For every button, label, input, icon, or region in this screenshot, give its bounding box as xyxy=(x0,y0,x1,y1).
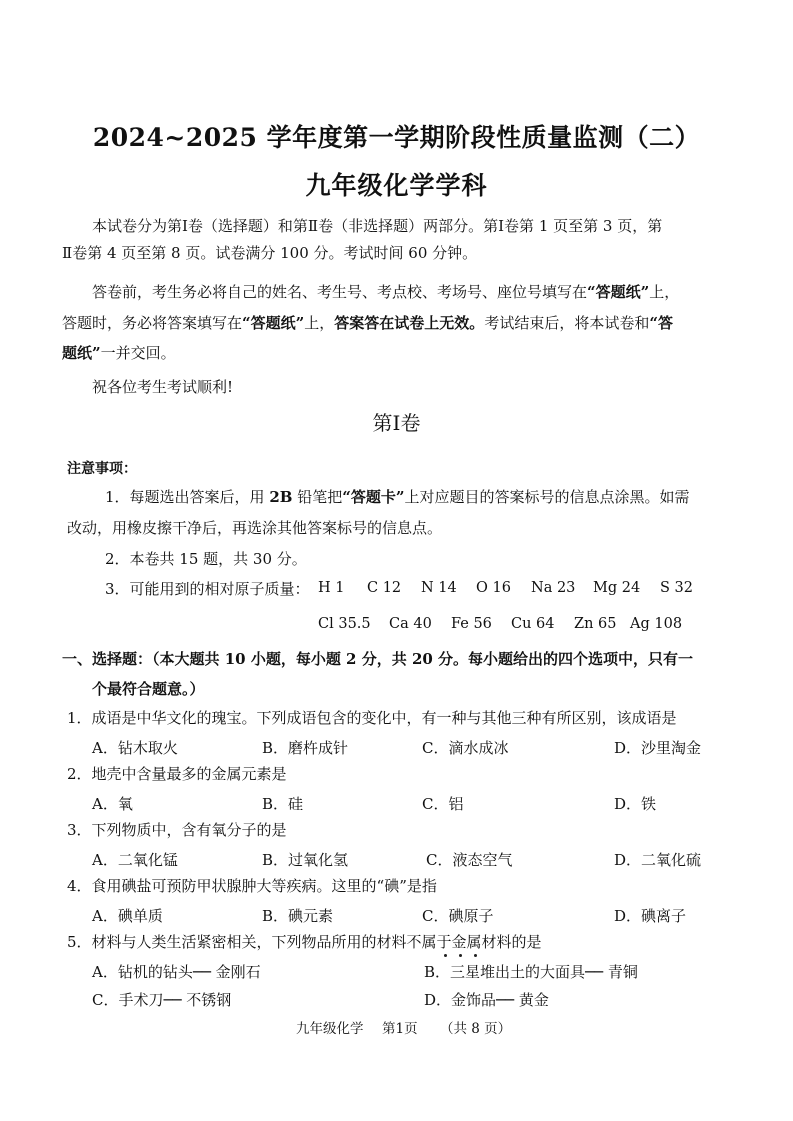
atomic-mass: Na 23 xyxy=(531,580,576,596)
intro-line: 题纸”一并交回。 xyxy=(62,344,176,362)
option-a: A．碘单质 xyxy=(92,907,163,925)
notice-item-2: 2．本卷共 15 题，共 30 分。 xyxy=(105,550,307,568)
atomic-mass: Cl 35.5 xyxy=(318,616,371,632)
good-luck-text: 祝各位考生考试顺利! xyxy=(92,378,234,396)
atomic-mass: S 32 xyxy=(660,580,693,596)
notice-item-1-cont: 改动，用橡皮擦干净后，再选涂其他答案标号的信息点。 xyxy=(67,519,443,537)
atomic-mass: O 16 xyxy=(476,580,511,596)
atomic-mass: Mg 24 xyxy=(593,580,641,596)
part-heading: 一、选择题：（本大题共 10 小题，每小题 2 分，共 20 分。每小题给出的四个选项中，只有一 xyxy=(62,650,694,668)
atomic-mass: Zn 65 xyxy=(574,616,617,632)
exam-title: 2024~2025 学年度第一学期阶段性质量监测（二） xyxy=(92,123,701,152)
option-a: A．钻木取火 xyxy=(92,739,178,757)
footer-total: （共 8 页） xyxy=(440,1021,512,1037)
option-b: B．碘元素 xyxy=(262,907,334,925)
question-stem: 4．食用碘盐可预防甲状腺肿大等疾病。这里的“碘”是指 xyxy=(67,877,437,895)
emphasis-dot xyxy=(474,954,477,957)
option-d: D．碘离子 xyxy=(614,907,687,925)
emphasis-dot xyxy=(444,954,447,957)
section-heading: 第Ⅰ卷 xyxy=(372,411,421,435)
option-b: B．磨杵成针 xyxy=(262,739,349,757)
option-a: A．二氧化锰 xyxy=(92,851,178,869)
option-b: B．硅 xyxy=(262,795,304,813)
atomic-mass: Fe 56 xyxy=(451,616,492,632)
emphasis-dot xyxy=(459,954,462,957)
exam-subtitle: 九年级化学学科 xyxy=(305,171,488,200)
intro-line: 答题时，务必将答案填写在“答题纸”上，答案答在试卷上无效。考试结束后，将本试卷和“答 xyxy=(62,314,673,332)
option-c: C．滴水成冰 xyxy=(422,739,509,757)
option-b: B．过氧化氢 xyxy=(262,851,349,869)
option-d: D．二氧化硫 xyxy=(614,851,702,869)
option-a: A．氧 xyxy=(92,795,133,813)
footer-subject: 九年级化学 xyxy=(296,1021,364,1037)
option-d: D．铁 xyxy=(614,795,657,813)
atomic-mass: Cu 64 xyxy=(511,616,555,632)
atomic-mass: C 12 xyxy=(367,580,402,596)
option-d: D．沙里淘金 xyxy=(614,739,702,757)
question-stem: 5．材料与人类生活紧密相关，下列物品所用的材料不属于金属材料的是 xyxy=(67,933,542,951)
atomic-mass: H 1 xyxy=(318,580,345,596)
option-c: C．铝 xyxy=(422,795,464,813)
question-stem: 3．下列物质中，含有氧分子的是 xyxy=(67,821,287,839)
option-b: B．三星堆出土的大面具── 青铜 xyxy=(424,963,638,981)
notice-title: 注意事项： xyxy=(67,461,137,477)
atomic-mass: Ca 40 xyxy=(389,616,432,632)
option-a: A．钻机的钻头── 金刚石 xyxy=(92,963,261,981)
footer-page: 第1页 xyxy=(382,1021,418,1037)
intro-line: 本试卷分为第Ⅰ卷（选择题）和第Ⅱ卷（非选择题）两部分。第Ⅰ卷第 1 页至第 3 页，第 xyxy=(92,217,663,235)
part-heading-cont: 个最符合题意。） xyxy=(92,680,205,698)
intro-line: 答卷前，考生务必将自己的姓名、考生号、考点校、考场号、座位号填写在“答题纸”上， xyxy=(92,283,680,301)
option-c: C．手术刀── 不锈钢 xyxy=(92,991,232,1009)
intro-line: Ⅱ卷第 4 页至第 8 页。试卷满分 100 分。考试时间 60 分钟。 xyxy=(62,244,478,262)
question-stem: 2．地壳中含量最多的金属元素是 xyxy=(67,765,287,783)
question-stem: 1．成语是中华文化的瑰宝。下列成语包含的变化中，有一种与其他三种有所区别，该成语是 xyxy=(67,709,677,727)
notice-item-3: 3．可能用到的相对原子质量： xyxy=(105,580,310,598)
option-c: C．碘原子 xyxy=(422,907,494,925)
atomic-mass: Ag 108 xyxy=(630,616,683,632)
option-d: D．金饰品── 黄金 xyxy=(424,991,549,1009)
option-c: C．液态空气 xyxy=(426,851,513,869)
notice-item-1: 1．每题选出答案后，用 2B 铅笔把“答题卡”上对应题目的答案标号的信息点涂黑。如需 xyxy=(105,488,690,506)
atomic-mass: N 14 xyxy=(421,580,457,596)
